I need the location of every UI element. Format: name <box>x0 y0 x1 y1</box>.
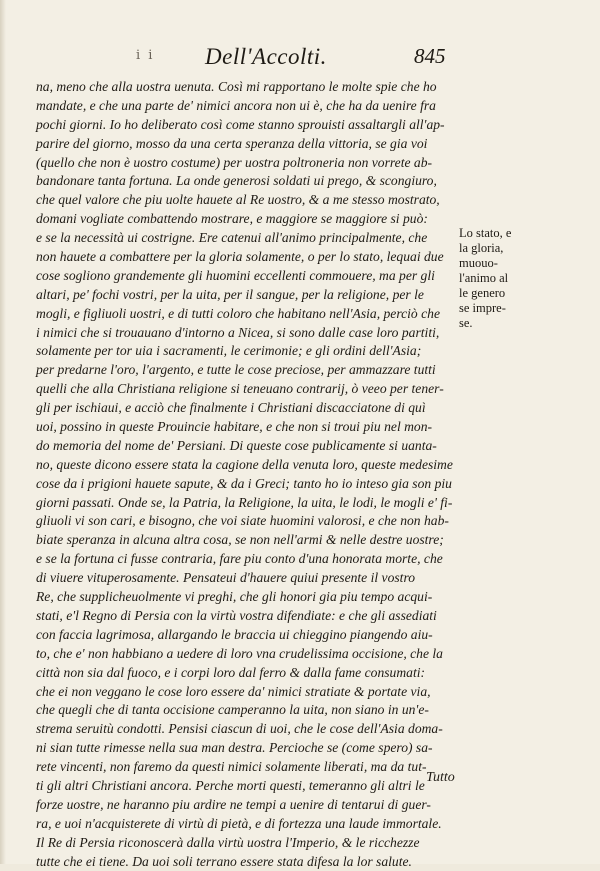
text-line: con faccia lagrimosa, allargando le braccia ui chieggino piangendo aiu- <box>36 626 433 642</box>
header-marks: i i <box>136 48 155 63</box>
text-line: e se la necessità ui costrigne. Ere catenui all'animo principalmente, che <box>36 230 428 246</box>
marginal-note-line: muouo- <box>459 256 498 270</box>
text-line: che quel valore che piu uolte hauete al Re uostro, & a me stesso mostrato, <box>36 192 440 208</box>
page-number: 845 <box>414 44 446 68</box>
text-line: cose sogliono grandemente gli huomini eccellenti commouere, ma per gli <box>36 267 435 283</box>
text-line: biate speranza in alcuna altra cosa, se non nell'armi & nelle destre uostre; <box>36 532 444 548</box>
text-line: forze uostre, ne haranno piu ardire ne tempi a uenire di tentarui di guer- <box>36 796 431 812</box>
marginal-note-line: se impre- <box>459 301 506 315</box>
text-line: (quello che non è uostro costume) per uostra poltroneria non vorrete ab- <box>36 154 433 170</box>
text-line: e se la fortuna ci fusse contraria, fare piu conto d'una honorata morte, che <box>36 551 443 567</box>
text-line: per predarne l'oro, l'argento, e tutte le cose preciose, per ammazzare tutti <box>36 362 436 378</box>
marginal-note-line: se. <box>459 316 473 330</box>
marginal-note-line: la gloria, <box>459 241 504 255</box>
marginal-note-line: Lo stato, e <box>459 226 512 240</box>
text-line: na, meno che alla uostra uenuta. Così mi rapportano le molte spie che ho <box>36 79 437 94</box>
text-line: uoi, possino in queste Prouincie habitare, e che non si troui piu nel mon- <box>36 419 433 435</box>
text-line: altari, pe' fochi vostri, per la uita, per il sangue, per la religione, per le <box>36 286 424 302</box>
text-line: i nimici che si trouauano d'intorno a Nicea, si sono dalle case loro partiti, <box>36 324 440 340</box>
text-line: bandonare tanta fortuna. La onde generosi soldati ui prego, & scongiuro, <box>36 173 437 189</box>
text-line: no, queste dicono essere stata la cagione della venuta loro, queste medesime <box>36 456 453 472</box>
text-line: stati, e'l Regno di Persia con la virtù vostra difendiate: e che gli assediati <box>36 607 437 623</box>
text-line: rete vincenti, non faremo da questi nimici solamente liberati, ma da tut- <box>36 759 427 775</box>
catchword: Tutto <box>426 770 455 785</box>
text-line: parire del giorno, mosso da una certa speranza della vittoria, se gia voi <box>36 135 428 151</box>
text-line: pochi giorni. Io ho deliberato così come stanno sprouisti assaltargli all'ap- <box>36 116 445 132</box>
text-line: cose da i prigioni hauete sapute, & da i Greci; tanto ho io inteso gia son piu <box>36 475 452 491</box>
page-header <box>0 42 600 72</box>
text-line: do memoria del nome de' Persiani. Di queste cose publicamente si uanta- <box>36 437 437 453</box>
marginal-note <box>459 226 519 331</box>
text-line: to, che e' non habbiano a uedere di loro vna crudelissima occisione, che la <box>36 645 443 661</box>
text-line: tutte che ei tiene. Da uoi soli terrano essere stata difesa la lor salute. <box>36 853 412 869</box>
text-line: di viuere vituperosamente. Pensateui d'hauere quiui presente il vostro <box>36 570 416 586</box>
text-line: strema seruitù condotti. Pensisi ciascun di uoi, che le cose dell'Asia doma- <box>36 721 443 737</box>
text-line: mogli, e figliuoli uostri, e di tutti coloro che habitano nell'Asia, perciò che <box>36 305 440 321</box>
text-line: solamente per tor uia i sacramenti, le cerimonie; e gli ordini dell'Asia; <box>36 343 422 359</box>
marginal-note-line: l'animo al <box>459 271 509 285</box>
running-title: Dell'Accolti. <box>205 44 327 69</box>
text-line: che ei non veggano le cose loro essere da' nimici stratiate & portate via, <box>36 683 431 699</box>
text-line: gliuoli vi son cari, e bisogno, che voi siate huomini valorosi, e che non hab- <box>36 513 449 529</box>
text-line: giorni passati. Onde se, la Patria, la Religione, la uita, le lodi, le mogli e' fi- <box>36 494 453 510</box>
marginal-note-line: le genero <box>459 286 506 300</box>
text-line: mandate, e che una parte de' nimici ancora non ui è, che ha da uenire fra <box>36 97 436 113</box>
text-line: ti gli altri Christiani ancora. Perche morti questi, temeranno gli altri le <box>36 777 425 793</box>
text-line: che quegli che di tanta occisione camperanno la uita, non siano in un'e- <box>36 702 429 718</box>
text-line: città non sia dal fuoco, e i corpi loro dal ferro & dalla fame consumati: <box>36 664 426 680</box>
text-line: ni sian tutte rimesse nella sua man destra. Percioche se (come spero) sa- <box>36 740 433 756</box>
page-gutter-shadow <box>0 0 6 864</box>
text-line: ra, e uoi n'acquisterete di virtù di pietà, e di fortezza una laude immortale. <box>36 815 442 831</box>
main-text-block <box>36 78 466 871</box>
text-line: non hauete a combattere per la gloria solamente, o per lo stato, lequai due <box>36 249 444 265</box>
text-line: domani vogliate combattendo mostrare, e maggiore se maggiore si può: <box>36 211 428 227</box>
text-line: Il Re di Persia riconoscerà dalla virtù uostra l'Imperio, & le ricchezze <box>36 834 420 850</box>
text-line: quelli che alla Christiana religione si teneuano contrarij, ò veeo per tener- <box>36 381 444 397</box>
text-line: Re, che supplicheuolmente vi preghi, che gli honori gia piu tempo acqui- <box>36 589 433 605</box>
text-line: gli per ischiaui, e acciò che finalmente i Christiani discacciatone di quì <box>36 400 426 416</box>
